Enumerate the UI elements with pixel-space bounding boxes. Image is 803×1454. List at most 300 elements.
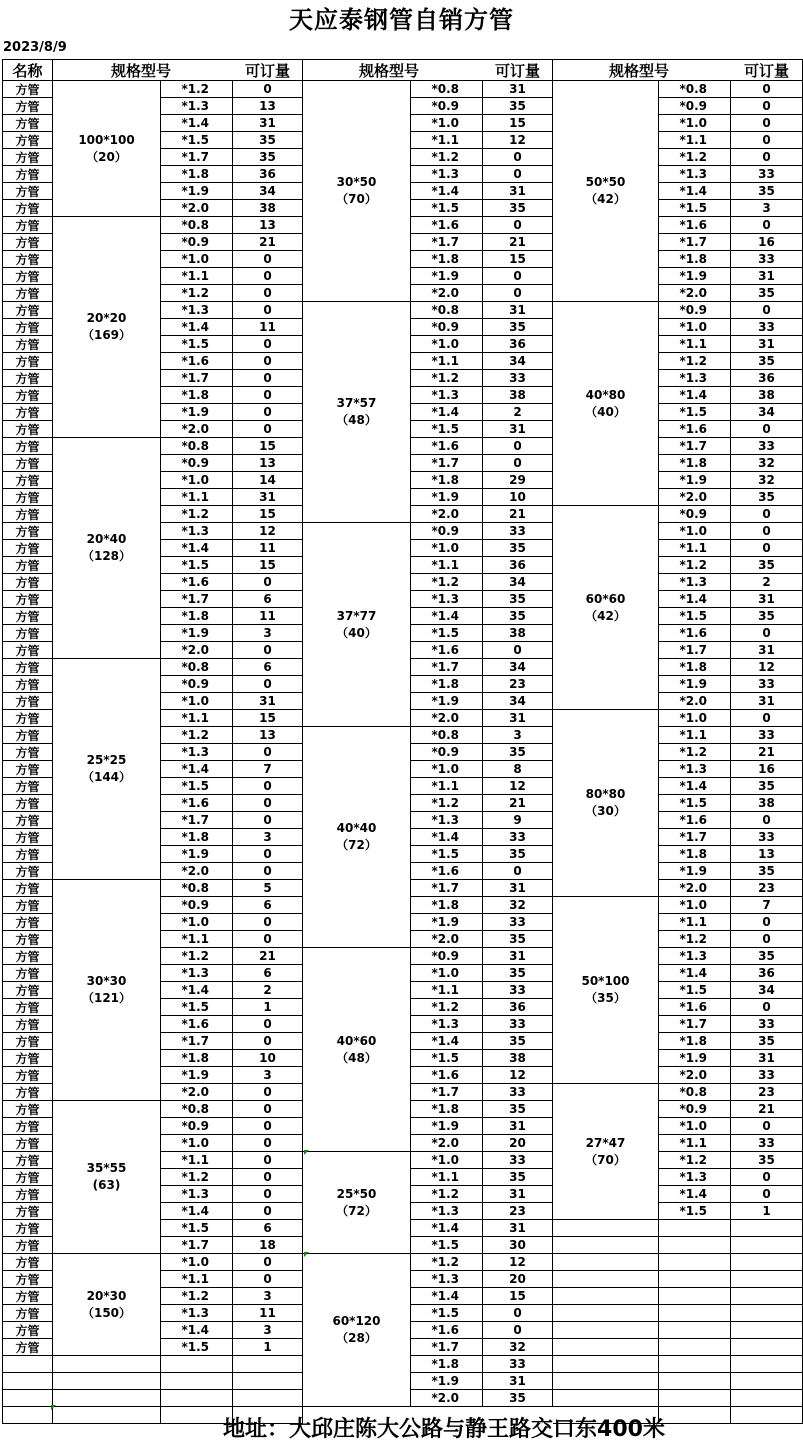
spec-group-label: 27*47 （70）	[553, 1084, 659, 1220]
spec-thickness: *1.6	[161, 353, 233, 370]
spec-group-label: 30*30 （121）	[53, 880, 161, 1101]
spec-thickness: *0.8	[161, 438, 233, 455]
product-name: 方管	[2, 98, 53, 115]
spec-thickness: *1.7	[659, 642, 731, 659]
spec-thickness: *1.8	[411, 676, 483, 693]
qty-value: 0	[233, 1186, 303, 1203]
spec-thickness: *1.1	[659, 336, 731, 353]
spec-thickness: *0.8	[411, 302, 483, 319]
spec-thickness: *1.0	[659, 897, 731, 914]
spec-thickness: *0.9	[161, 897, 233, 914]
spec-thickness: *1.4	[659, 591, 731, 608]
product-name: 方管	[2, 200, 53, 217]
product-name: 方管	[2, 285, 53, 302]
product-name: 方管	[2, 931, 53, 948]
qty-value: 35	[731, 608, 803, 625]
qty-value: 35	[483, 1101, 553, 1118]
spec-thickness: *1.5	[161, 336, 233, 353]
spec-thickness: *1.5	[161, 778, 233, 795]
spec-thickness: *1.3	[411, 812, 483, 829]
qty-value: 33	[483, 914, 553, 931]
qty-value: 13	[233, 217, 303, 234]
qty-value: 31	[731, 336, 803, 353]
qty-value: 33	[731, 251, 803, 268]
qty-value: 35	[483, 744, 553, 761]
product-name: 方管	[2, 421, 53, 438]
empty-cell	[553, 1322, 659, 1339]
spec-thickness: *1.3	[411, 1016, 483, 1033]
spec-thickness: *1.7	[161, 370, 233, 387]
spec-thickness: *1.8	[161, 1050, 233, 1067]
spec-thickness: *2.0	[411, 1390, 483, 1407]
qty-value: 33	[483, 982, 553, 999]
spec-thickness: *1.3	[411, 1203, 483, 1220]
qty-value: 35	[233, 149, 303, 166]
spec-thickness: *1.2	[161, 506, 233, 523]
qty-value: 0	[233, 336, 303, 353]
spec-thickness: *1.2	[411, 1186, 483, 1203]
spec-thickness: *1.4	[411, 1288, 483, 1305]
empty-cell	[731, 1356, 803, 1373]
qty-value: 6	[233, 1220, 303, 1237]
qty-value: 0	[233, 421, 303, 438]
qty-value: 6	[233, 965, 303, 982]
spec-thickness: *1.4	[411, 183, 483, 200]
spec-thickness: *1.5	[411, 625, 483, 642]
product-name: 方管	[2, 761, 53, 778]
product-name: 方管	[2, 404, 53, 421]
qty-value: 31	[731, 1050, 803, 1067]
qty-value: 0	[731, 710, 803, 727]
cell-note-marker	[304, 1252, 309, 1257]
qty-value: 0	[233, 574, 303, 591]
spec-thickness: *1.9	[411, 914, 483, 931]
qty-value: 0	[731, 81, 803, 98]
spec-thickness: *1.1	[659, 540, 731, 557]
qty-value: 38	[483, 1050, 553, 1067]
spec-group-label: 50*100 （35）	[553, 897, 659, 1084]
spec-thickness: *0.8	[659, 1084, 731, 1101]
spec-thickness: *1.3	[161, 98, 233, 115]
empty-cell	[553, 1220, 659, 1237]
product-name: 方管	[2, 217, 53, 234]
qty-value: 21	[233, 234, 303, 251]
qty-value: 0	[731, 999, 803, 1016]
spec-thickness: *1.6	[659, 812, 731, 829]
qty-value: 15	[233, 506, 303, 523]
spec-thickness: *1.3	[659, 574, 731, 591]
spec-thickness: *1.2	[659, 744, 731, 761]
spec-thickness: *1.8	[161, 387, 233, 404]
qty-value: 0	[731, 914, 803, 931]
qty-value: 34	[483, 574, 553, 591]
spec-thickness: *2.0	[411, 285, 483, 302]
empty-cell	[659, 1390, 731, 1407]
spec-thickness: *1.0	[411, 1152, 483, 1169]
qty-value: 0	[731, 931, 803, 948]
empty-cell	[553, 1339, 659, 1356]
qty-value: 2	[483, 404, 553, 421]
spec-thickness: *1.4	[659, 965, 731, 982]
spec-thickness: *1.7	[411, 1339, 483, 1356]
spec-thickness: *1.9	[659, 472, 731, 489]
qty-value: 12	[731, 659, 803, 676]
qty-value: 33	[731, 319, 803, 336]
spec-thickness: *1.1	[161, 1152, 233, 1169]
spec-thickness: *1.2	[659, 149, 731, 166]
empty-cell	[2, 1390, 53, 1407]
qty-value: 36	[483, 557, 553, 574]
product-name: 方管	[2, 863, 53, 880]
qty-value: 0	[483, 455, 553, 472]
qty-value: 35	[233, 132, 303, 149]
qty-value: 0	[731, 421, 803, 438]
spec-thickness: *1.6	[411, 438, 483, 455]
spec-thickness: *1.5	[659, 200, 731, 217]
spec-thickness: *1.9	[161, 846, 233, 863]
qty-value: 21	[233, 948, 303, 965]
spec-thickness: *1.6	[659, 625, 731, 642]
spec-thickness: *1.7	[161, 1237, 233, 1254]
product-name: 方管	[2, 1237, 53, 1254]
qty-value: 33	[731, 1067, 803, 1084]
empty-cell	[659, 1322, 731, 1339]
spec-thickness: *1.0	[161, 914, 233, 931]
qty-value: 36	[731, 965, 803, 982]
spec-thickness: *1.6	[411, 642, 483, 659]
spec-thickness: *1.5	[411, 1050, 483, 1067]
spec-thickness: *1.0	[161, 693, 233, 710]
spec-thickness: *1.4	[161, 319, 233, 336]
spec-group-label: 50*50 （42）	[553, 81, 659, 302]
qty-value: 35	[483, 608, 553, 625]
spec-thickness: *0.9	[659, 302, 731, 319]
spec-thickness: *1.0	[659, 319, 731, 336]
spec-thickness: *1.0	[411, 115, 483, 132]
qty-value: 32	[483, 1339, 553, 1356]
product-name: 方管	[2, 506, 53, 523]
qty-value: 0	[233, 676, 303, 693]
product-name: 方管	[2, 812, 53, 829]
spec-thickness: *1.5	[659, 982, 731, 999]
qty-value: 10	[233, 1050, 303, 1067]
qty-value: 0	[483, 268, 553, 285]
spec-group-label: 30*50 （70）	[303, 81, 411, 302]
product-name: 方管	[2, 914, 53, 931]
product-name: 方管	[2, 727, 53, 744]
spec-thickness: *0.8	[659, 81, 731, 98]
qty-value: 16	[731, 761, 803, 778]
qty-value: 31	[731, 591, 803, 608]
qty-value: 1	[731, 1203, 803, 1220]
spec-thickness: *1.8	[411, 472, 483, 489]
empty-cell	[161, 1373, 233, 1390]
product-name: 方管	[2, 608, 53, 625]
header-spec: 规格型号	[553, 60, 731, 81]
empty-cell	[553, 1305, 659, 1322]
product-name: 方管	[2, 744, 53, 761]
qty-value: 32	[731, 472, 803, 489]
qty-value: 0	[233, 251, 303, 268]
qty-value: 0	[483, 863, 553, 880]
qty-value: 0	[483, 166, 553, 183]
spec-thickness: *1.7	[411, 455, 483, 472]
product-name: 方管	[2, 676, 53, 693]
qty-value: 33	[731, 166, 803, 183]
spec-thickness: *1.2	[161, 1288, 233, 1305]
qty-value: 0	[233, 1135, 303, 1152]
qty-value: 12	[483, 778, 553, 795]
qty-value: 21	[483, 506, 553, 523]
qty-value: 13	[731, 846, 803, 863]
spec-thickness: *0.9	[659, 98, 731, 115]
product-name: 方管	[2, 880, 53, 897]
empty-cell	[553, 1288, 659, 1305]
spec-thickness: *2.0	[161, 421, 233, 438]
qty-value: 0	[233, 795, 303, 812]
empty-cell	[2, 1373, 53, 1390]
product-name: 方管	[2, 1186, 53, 1203]
qty-value: 0	[233, 370, 303, 387]
spec-thickness: *1.6	[411, 1322, 483, 1339]
qty-value: 36	[483, 336, 553, 353]
spec-thickness: *1.6	[161, 795, 233, 812]
product-name: 方管	[2, 778, 53, 795]
product-name: 方管	[2, 897, 53, 914]
product-name: 方管	[2, 1203, 53, 1220]
empty-cell	[659, 1288, 731, 1305]
product-name: 方管	[2, 438, 53, 455]
empty-cell	[731, 1220, 803, 1237]
qty-value: 35	[731, 948, 803, 965]
qty-value: 12	[483, 132, 553, 149]
product-name: 方管	[2, 642, 53, 659]
qty-value: 0	[233, 931, 303, 948]
spec-thickness: *1.7	[161, 149, 233, 166]
spec-thickness: *1.5	[161, 1339, 233, 1356]
spec-thickness: *0.9	[411, 744, 483, 761]
spec-thickness: *1.7	[411, 880, 483, 897]
qty-value: 0	[233, 642, 303, 659]
qty-value: 31	[731, 642, 803, 659]
empty-cell	[731, 1288, 803, 1305]
spec-thickness: *1.2	[659, 1152, 731, 1169]
empty-cell	[659, 1254, 731, 1271]
qty-value: 35	[483, 98, 553, 115]
spec-thickness: *0.9	[411, 523, 483, 540]
qty-value: 35	[731, 183, 803, 200]
qty-value: 35	[483, 1390, 553, 1407]
qty-value: 0	[731, 1169, 803, 1186]
spec-thickness: *1.9	[411, 1373, 483, 1390]
empty-cell	[731, 1305, 803, 1322]
empty-cell	[731, 1390, 803, 1407]
spec-thickness: *1.7	[659, 438, 731, 455]
empty-cell	[53, 1390, 161, 1407]
qty-value: 12	[233, 523, 303, 540]
qty-value: 31	[483, 1220, 553, 1237]
qty-value: 0	[233, 1118, 303, 1135]
qty-value: 0	[233, 1152, 303, 1169]
spec-group-label: 20*30 （150）	[53, 1254, 161, 1356]
qty-value: 21	[483, 795, 553, 812]
qty-value: 8	[483, 761, 553, 778]
spec-thickness: *1.9	[411, 693, 483, 710]
spec-thickness: *1.2	[411, 574, 483, 591]
empty-cell	[659, 1220, 731, 1237]
spec-thickness: *1.9	[411, 268, 483, 285]
spec-thickness: *1.7	[161, 812, 233, 829]
qty-value: 30	[483, 1237, 553, 1254]
qty-value: 31	[483, 710, 553, 727]
qty-value: 31	[483, 1186, 553, 1203]
empty-cell	[731, 1271, 803, 1288]
qty-value: 0	[233, 404, 303, 421]
qty-value: 0	[731, 812, 803, 829]
qty-value: 1	[233, 999, 303, 1016]
qty-value: 13	[233, 98, 303, 115]
spec-thickness: *1.5	[659, 795, 731, 812]
qty-value: 2	[233, 982, 303, 999]
empty-cell	[161, 1356, 233, 1373]
empty-cell	[2, 1356, 53, 1373]
qty-value: 0	[731, 217, 803, 234]
qty-value: 38	[483, 625, 553, 642]
qty-value: 1	[233, 1339, 303, 1356]
qty-value: 18	[233, 1237, 303, 1254]
spec-thickness: *2.0	[161, 642, 233, 659]
spec-thickness: *1.3	[161, 523, 233, 540]
empty-cell	[731, 1237, 803, 1254]
qty-value: 31	[483, 1118, 553, 1135]
spec-thickness: *1.4	[161, 1322, 233, 1339]
spec-thickness: *1.3	[411, 1271, 483, 1288]
spec-thickness: *1.4	[659, 1186, 731, 1203]
spec-thickness: *1.5	[161, 557, 233, 574]
spec-thickness: *1.9	[161, 1067, 233, 1084]
empty-cell	[553, 1254, 659, 1271]
qty-value: 0	[483, 1305, 553, 1322]
spec-thickness: *1.7	[659, 829, 731, 846]
spec-thickness: *1.1	[161, 931, 233, 948]
spec-thickness: *1.4	[411, 404, 483, 421]
qty-value: 13	[233, 455, 303, 472]
qty-value: 3	[233, 1322, 303, 1339]
qty-value: 0	[731, 506, 803, 523]
spec-thickness: *1.1	[411, 1169, 483, 1186]
spec-thickness: *1.3	[659, 948, 731, 965]
spec-thickness: *1.9	[659, 1050, 731, 1067]
qty-value: 0	[483, 438, 553, 455]
spec-thickness: *1.4	[161, 1203, 233, 1220]
qty-value: 0	[483, 285, 553, 302]
spec-thickness: *1.3	[161, 302, 233, 319]
spec-thickness: *0.8	[411, 81, 483, 98]
spec-thickness: *1.1	[411, 982, 483, 999]
spec-thickness: *1.7	[411, 1084, 483, 1101]
qty-value: 33	[483, 370, 553, 387]
spec-thickness: *1.0	[161, 1135, 233, 1152]
qty-value: 13	[233, 727, 303, 744]
spec-thickness: *1.5	[161, 132, 233, 149]
spec-thickness: *1.5	[161, 999, 233, 1016]
product-name: 方管	[2, 1118, 53, 1135]
qty-value: 0	[233, 1254, 303, 1271]
qty-value: 0	[233, 353, 303, 370]
spec-thickness: *1.3	[161, 744, 233, 761]
qty-value: 11	[233, 1305, 303, 1322]
qty-value: 34	[731, 982, 803, 999]
spec-thickness: *1.1	[161, 268, 233, 285]
spec-thickness: *2.0	[411, 1135, 483, 1152]
empty-cell	[553, 1237, 659, 1254]
spec-thickness: *1.8	[659, 251, 731, 268]
header-name: 名称	[2, 60, 53, 81]
product-name: 方管	[2, 353, 53, 370]
product-name: 方管	[2, 319, 53, 336]
product-name: 方管	[2, 982, 53, 999]
spec-group-label: 25*50 （72）	[303, 1152, 411, 1254]
qty-value: 20	[483, 1271, 553, 1288]
spec-thickness: *1.0	[659, 710, 731, 727]
empty-cell	[659, 1373, 731, 1390]
spec-thickness: *1.3	[161, 1186, 233, 1203]
spec-thickness: *1.6	[411, 217, 483, 234]
spec-group-label: 60*60 （42）	[553, 506, 659, 710]
spec-thickness: *0.8	[161, 1101, 233, 1118]
qty-value: 33	[483, 1152, 553, 1169]
empty-cell	[659, 1305, 731, 1322]
spec-thickness: *1.2	[659, 931, 731, 948]
spec-thickness: *2.0	[161, 863, 233, 880]
qty-value: 15	[233, 710, 303, 727]
qty-value: 33	[731, 829, 803, 846]
product-name: 方管	[2, 1016, 53, 1033]
qty-value: 31	[483, 880, 553, 897]
spec-thickness: *1.0	[161, 251, 233, 268]
qty-value: 12	[483, 1067, 553, 1084]
empty-cell	[731, 1322, 803, 1339]
spec-thickness: *0.9	[411, 948, 483, 965]
spec-group-label: 35*55 (63)	[53, 1101, 161, 1254]
spec-thickness: *1.3	[411, 591, 483, 608]
qty-value: 0	[233, 81, 303, 98]
qty-value: 6	[233, 591, 303, 608]
qty-value: 15	[483, 1288, 553, 1305]
empty-cell	[659, 1339, 731, 1356]
qty-value: 31	[233, 693, 303, 710]
spec-thickness: *1.8	[659, 1033, 731, 1050]
qty-value: 38	[731, 387, 803, 404]
qty-value: 33	[731, 1016, 803, 1033]
product-name: 方管	[2, 1084, 53, 1101]
spec-thickness: *1.4	[161, 761, 233, 778]
header-qty: 可订量	[233, 60, 303, 81]
qty-value: 35	[731, 489, 803, 506]
product-name: 方管	[2, 251, 53, 268]
product-name: 方管	[2, 591, 53, 608]
spec-thickness: *0.9	[411, 98, 483, 115]
qty-value: 7	[233, 761, 303, 778]
product-name: 方管	[2, 149, 53, 166]
qty-value: 3	[233, 1067, 303, 1084]
spec-thickness: *1.9	[659, 676, 731, 693]
spec-thickness: *1.8	[659, 659, 731, 676]
qty-value: 38	[731, 795, 803, 812]
spec-thickness: *1.5	[161, 1220, 233, 1237]
product-name: 方管	[2, 472, 53, 489]
qty-value: 21	[731, 1101, 803, 1118]
